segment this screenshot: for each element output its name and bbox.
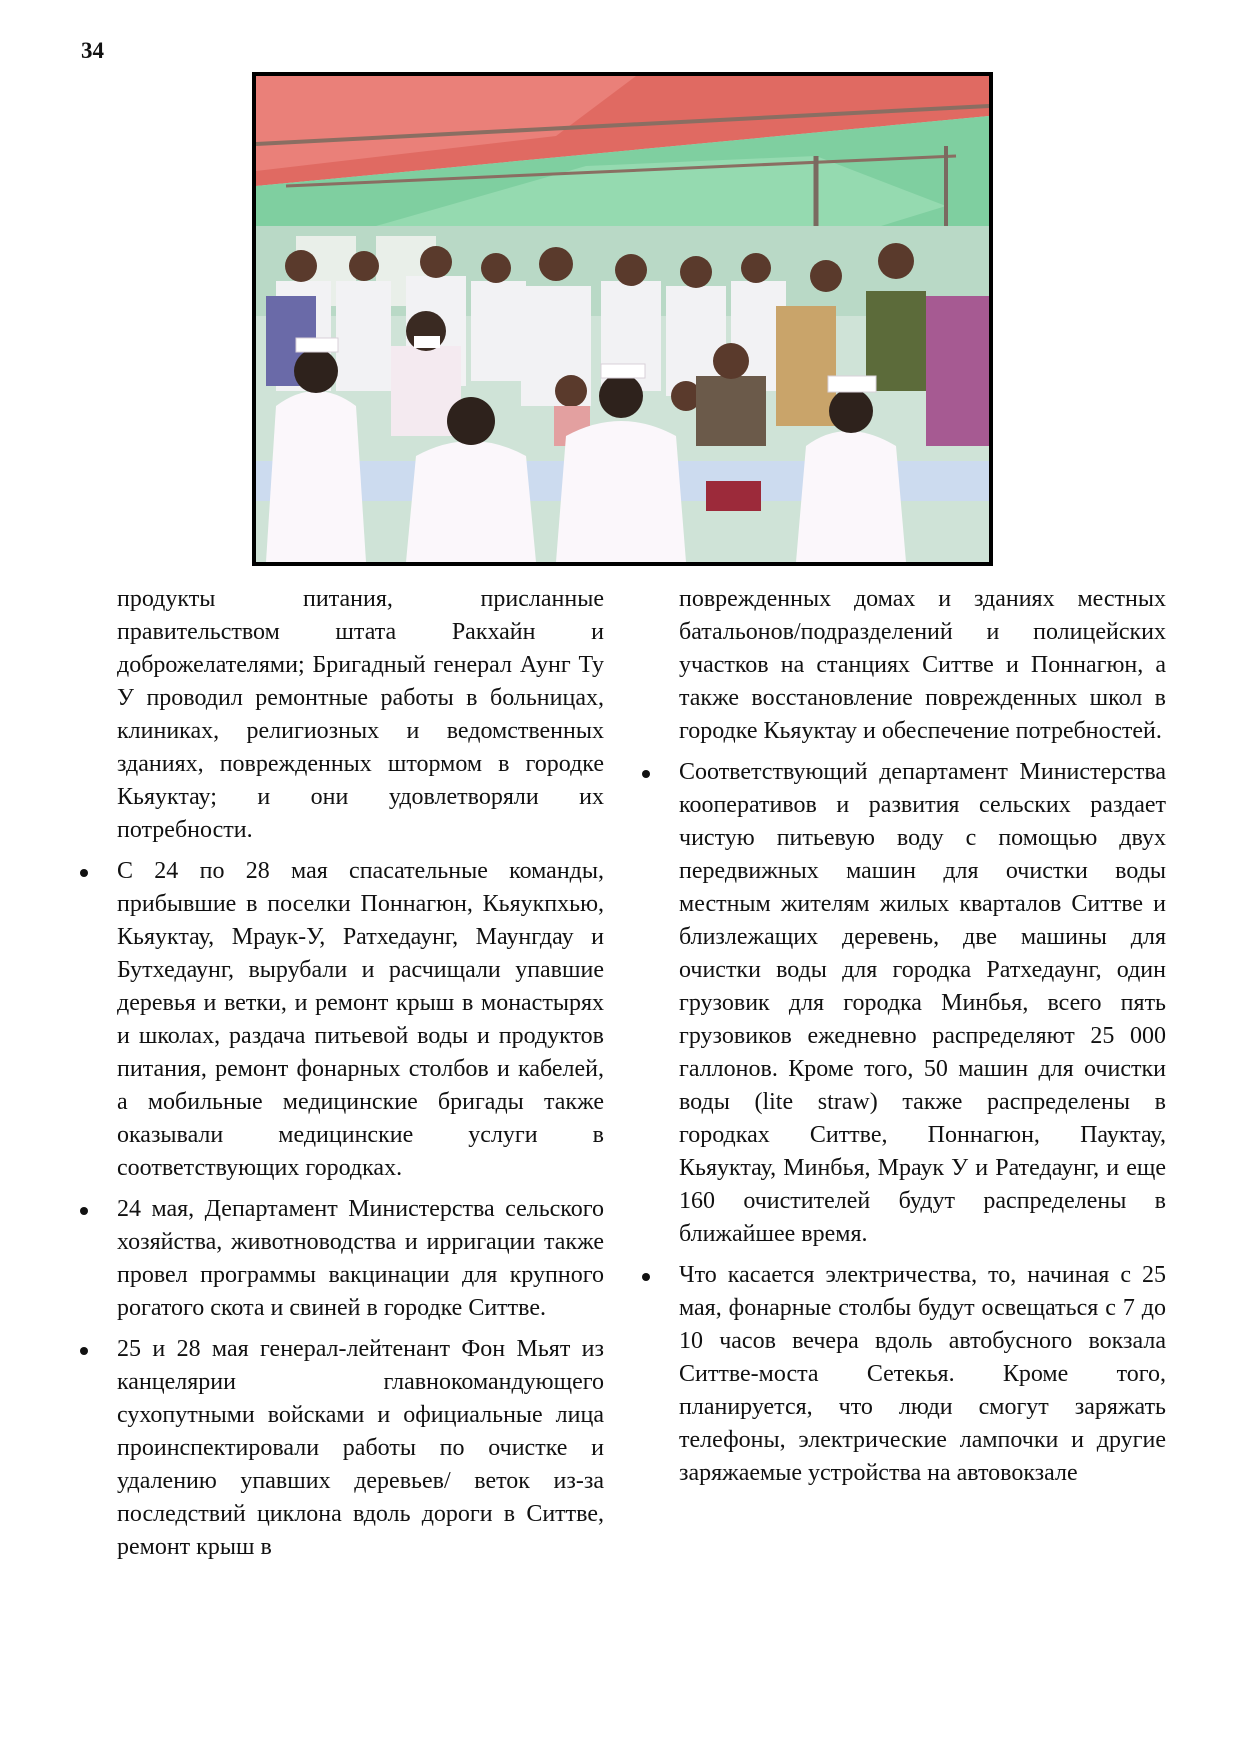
list-item — [117, 1193, 604, 1325]
left-bullet-list — [117, 855, 604, 1564]
list-item — [679, 1259, 1166, 1490]
news-photo — [252, 72, 993, 566]
right-column — [679, 583, 1166, 1490]
right-continuation-paragraph: поврежденных домах и зданиях местных батальонов/подразделений и полицейских участков на станциях Ситтве и Поннагюн, а также восстановление поврежденных школ в городке Кьяуктау и обеспечение потребностей. — [679, 586, 1166, 744]
right-bullet-list — [679, 756, 1166, 1490]
list-item-text: С 24 по 28 мая спасательные команды, прибывшие в поселки Поннагюн, Кьяукпхью, Кьяуктау, Мраук-У, Ратхедаунг, Маунгдау и Бутхедаунг, вырубали и расчищали упавшие деревья и ветки, и ремонт крыш в монастырях и школах, раздача питьевой воды и продуктов питания, ремонт фонарных столбов и кабелей, а мобильные медицинские бригады также оказывали медицинские услуги в соответствующих городках. — [117, 858, 604, 1181]
bullet-icon — [80, 869, 88, 877]
bullet-icon — [80, 1207, 88, 1215]
list-item-text: Соответствующий департамент Министерства кооперативов и развития сельских раздает чистую питьевую воду с помощью двух передвижных машин для очистки воды местным жителям жилых кварталов Ситтве и близлежащих деревень, две машины для очистки воды для городка Ратхедаунг, один грузовик для городка Минбья, всего пять грузовиков ежедневно распределяют 25 000 галлонов. Кроме того, 50 машин для очистки воды (lite straw) также распределены в городках Ситтве, Поннагюн, Пауктау, Кьяуктау, Минбья, Мраук У и Ратедаунг, и еще 160 очистителей будут распределены в ближайшее время. — [679, 759, 1166, 1247]
list-item-text: 24 мая, Департамент Министерства сельского хозяйства, животноводства и ирригации также провел программы вакцинации для крупного рогатого скота и свиней в городке Ситтве. — [117, 1196, 604, 1321]
list-item-text: 25 и 28 мая генерал-лейтенант Фон Мьят из канцелярии главнокомандующего сухопутными войсками и официальные лица проинспектировали работы по очистке и удалению упавших деревьев/ веток из-за последствий циклона вдоль дороги в Ситтве, ремонт крыш в — [117, 1336, 604, 1560]
bullet-icon — [642, 1273, 650, 1281]
list-item-text: Что касается электричества, то, начиная с 25 мая, фонарные столбы будут освещаться с 7 до 10 часов вечера вдоль автобусного вокзала Ситтве-моста Сетекья. Кроме того, планируется, что люди смогут заряжать телефоны, электрические лампочки и другие заряжаемые устройства на автовокзале — [679, 1262, 1166, 1486]
list-item — [117, 855, 604, 1185]
left-column — [117, 583, 604, 1564]
bullet-icon — [80, 1347, 88, 1355]
list-item — [679, 756, 1166, 1251]
list-item — [117, 1333, 604, 1564]
photo-of-officials-and-nurses-icon — [256, 76, 989, 562]
left-continuation-paragraph: продукты питания, присланные правительством штата Ракхайн и доброжелателями; Бригадный генерал Аунг Ту У проводил ремонтные работы в больницах, клиниках, религиозных и ведомственных зданиях, поврежденных штормом в городке Кьяуктау; и они удовлетворяли их потребности. — [117, 586, 604, 843]
bullet-icon — [642, 770, 650, 778]
page-number: 34 — [81, 38, 104, 63]
